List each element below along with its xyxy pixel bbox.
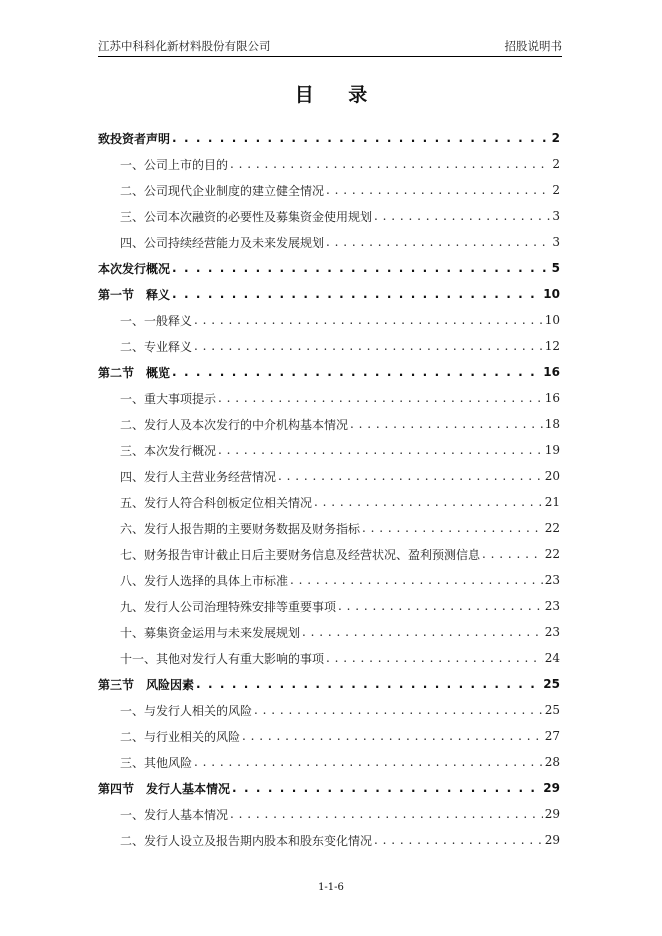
toc-section-entry[interactable] <box>98 645 560 671</box>
toc-entry-title: 第三节 风险因素 <box>98 677 195 692</box>
toc-entry-title: 三、其他风险 <box>120 755 193 770</box>
table-of-contents <box>98 125 560 853</box>
dot-leader <box>482 547 543 561</box>
toc-section-entry[interactable] <box>98 333 560 359</box>
toc-entry-page: 22 <box>544 521 560 535</box>
toc-entry-title: 六、发行人报告期的主要财务数据及财务指标 <box>120 521 361 536</box>
dot-leader <box>196 677 541 691</box>
page-title: 目 录 <box>294 84 382 106</box>
dot-leader <box>278 469 543 483</box>
toc-entry-title: 本次发行概况 <box>98 261 171 276</box>
dot-leader <box>326 183 550 197</box>
toc-section-entry[interactable] <box>98 515 560 541</box>
dot-leader <box>230 807 543 821</box>
toc-section-entry[interactable] <box>98 593 560 619</box>
toc-entry-page: 19 <box>544 443 560 457</box>
toc-section-entry[interactable] <box>98 619 560 645</box>
toc-section-entry[interactable] <box>98 697 560 723</box>
dot-leader <box>172 287 541 301</box>
toc-entry-page: 22 <box>544 547 560 561</box>
toc-chapter-entry[interactable] <box>98 775 560 801</box>
dot-leader <box>254 703 543 717</box>
toc-entry-title: 十、募集资金运用与未来发展规划 <box>120 625 301 640</box>
dot-leader <box>194 313 543 327</box>
toc-entry-page: 5 <box>551 261 560 275</box>
toc-entry-page: 23 <box>544 625 560 639</box>
dot-leader <box>362 521 543 535</box>
toc-entry-title: 一、公司上市的目的 <box>120 157 229 172</box>
toc-entry-title: 四、公司持续经营能力及未来发展规划 <box>120 235 325 250</box>
toc-section-entry[interactable] <box>98 177 560 203</box>
toc-entry-title: 致投资者声明 <box>98 131 171 146</box>
toc-entry-title: 二、发行人及本次发行的中介机构基本情况 <box>120 417 349 432</box>
dot-leader <box>242 729 543 743</box>
toc-entry-title: 五、发行人符合科创板定位相关情况 <box>120 495 313 510</box>
toc-entry-title: 九、发行人公司治理特殊安排等重要事项 <box>120 599 337 614</box>
toc-entry-title: 第二节 概览 <box>98 365 171 380</box>
toc-section-entry[interactable] <box>98 307 560 333</box>
dot-leader <box>172 261 550 275</box>
toc-section-entry[interactable] <box>98 723 560 749</box>
dot-leader <box>218 391 543 405</box>
dot-leader <box>232 781 541 795</box>
toc-section-entry[interactable] <box>98 489 560 515</box>
toc-entry-page: 27 <box>544 729 560 743</box>
toc-entry-page: 16 <box>543 365 560 379</box>
toc-entry-title: 四、发行人主营业务经营情况 <box>120 469 277 484</box>
header-company: 江苏中科科化新材料股份有限公司 <box>98 39 271 53</box>
toc-chapter-entry[interactable] <box>98 125 560 151</box>
toc-entry-page: 10 <box>543 287 560 301</box>
toc-section-entry[interactable] <box>98 385 560 411</box>
toc-entry-page: 2 <box>552 183 560 197</box>
dot-leader <box>326 235 550 249</box>
page-header <box>98 38 562 57</box>
toc-entry-title: 第四节 发行人基本情况 <box>98 781 231 796</box>
toc-entry-page: 2 <box>552 157 560 171</box>
toc-section-entry[interactable] <box>98 203 560 229</box>
toc-entry-title: 八、发行人选择的具体上市标准 <box>120 573 289 588</box>
toc-entry-page: 20 <box>544 469 560 483</box>
dot-leader <box>194 755 543 769</box>
toc-entry-page: 23 <box>544 599 560 613</box>
toc-entry-page: 28 <box>544 755 560 769</box>
toc-entry-title: 二、专业释义 <box>120 339 193 354</box>
dot-leader <box>218 443 543 457</box>
toc-entry-page: 18 <box>544 417 560 431</box>
toc-entry-page: 25 <box>543 677 560 691</box>
toc-entry-page: 25 <box>544 703 560 717</box>
toc-section-entry[interactable] <box>98 801 560 827</box>
toc-section-entry[interactable] <box>98 567 560 593</box>
toc-entry-title: 二、与行业相关的风险 <box>120 729 241 744</box>
toc-entry-page: 23 <box>544 573 560 587</box>
dot-leader <box>374 833 543 847</box>
dot-leader <box>172 365 541 379</box>
toc-entry-page: 2 <box>551 131 560 145</box>
toc-entry-page: 3 <box>552 209 560 223</box>
toc-entry-title: 三、公司本次融资的必要性及募集资金使用规划 <box>120 209 373 224</box>
dot-leader <box>338 599 543 613</box>
toc-entry-title: 七、财务报告审计截止日后主要财务信息及经营状况、盈利预测信息 <box>120 547 481 562</box>
toc-entry-page: 12 <box>544 339 560 353</box>
toc-entry-title: 一、与发行人相关的风险 <box>120 703 253 718</box>
toc-section-entry[interactable] <box>98 827 560 853</box>
toc-entry-title: 第一节 释义 <box>98 287 171 302</box>
dot-leader <box>172 131 550 145</box>
toc-entry-page: 29 <box>544 807 560 821</box>
toc-entry-page: 21 <box>544 495 560 509</box>
toc-section-entry[interactable] <box>98 463 560 489</box>
dot-leader <box>326 651 543 665</box>
toc-entry-page: 29 <box>543 781 560 795</box>
toc-entry-page: 10 <box>544 313 560 327</box>
toc-chapter-entry[interactable] <box>98 255 560 281</box>
toc-entry-page: 29 <box>544 833 560 847</box>
dot-leader <box>374 209 550 223</box>
header-doc-type: 招股说明书 <box>504 39 562 53</box>
toc-section-entry[interactable] <box>98 437 560 463</box>
toc-section-entry[interactable] <box>98 229 560 255</box>
dot-leader <box>350 417 543 431</box>
dot-leader <box>290 573 543 587</box>
toc-chapter-entry[interactable] <box>98 359 560 385</box>
dot-leader <box>230 157 550 171</box>
toc-entry-title: 二、发行人设立及报告期内股本和股东变化情况 <box>120 833 373 848</box>
toc-entry-title: 一、一般释义 <box>120 313 193 328</box>
toc-chapter-entry[interactable] <box>98 281 560 307</box>
toc-entry-title: 二、公司现代企业制度的建立健全情况 <box>120 183 325 198</box>
page-number: 1-1-6 <box>318 882 344 893</box>
dot-leader <box>314 495 543 509</box>
toc-entry-title: 三、本次发行概况 <box>120 443 217 458</box>
toc-entry-title: 一、发行人基本情况 <box>120 807 229 822</box>
toc-section-entry[interactable] <box>98 411 560 437</box>
toc-entry-page: 16 <box>544 391 560 405</box>
dot-leader <box>194 339 543 353</box>
toc-section-entry[interactable] <box>98 541 560 567</box>
dot-leader <box>302 625 543 639</box>
toc-entry-title: 十一、其他对发行人有重大影响的事项 <box>120 651 325 666</box>
toc-entry-page: 24 <box>544 651 560 665</box>
toc-entry-page: 3 <box>552 235 560 249</box>
toc-section-entry[interactable] <box>98 151 560 177</box>
toc-section-entry[interactable] <box>98 749 560 775</box>
toc-chapter-entry[interactable] <box>98 671 560 697</box>
toc-entry-title: 一、重大事项提示 <box>120 391 217 406</box>
